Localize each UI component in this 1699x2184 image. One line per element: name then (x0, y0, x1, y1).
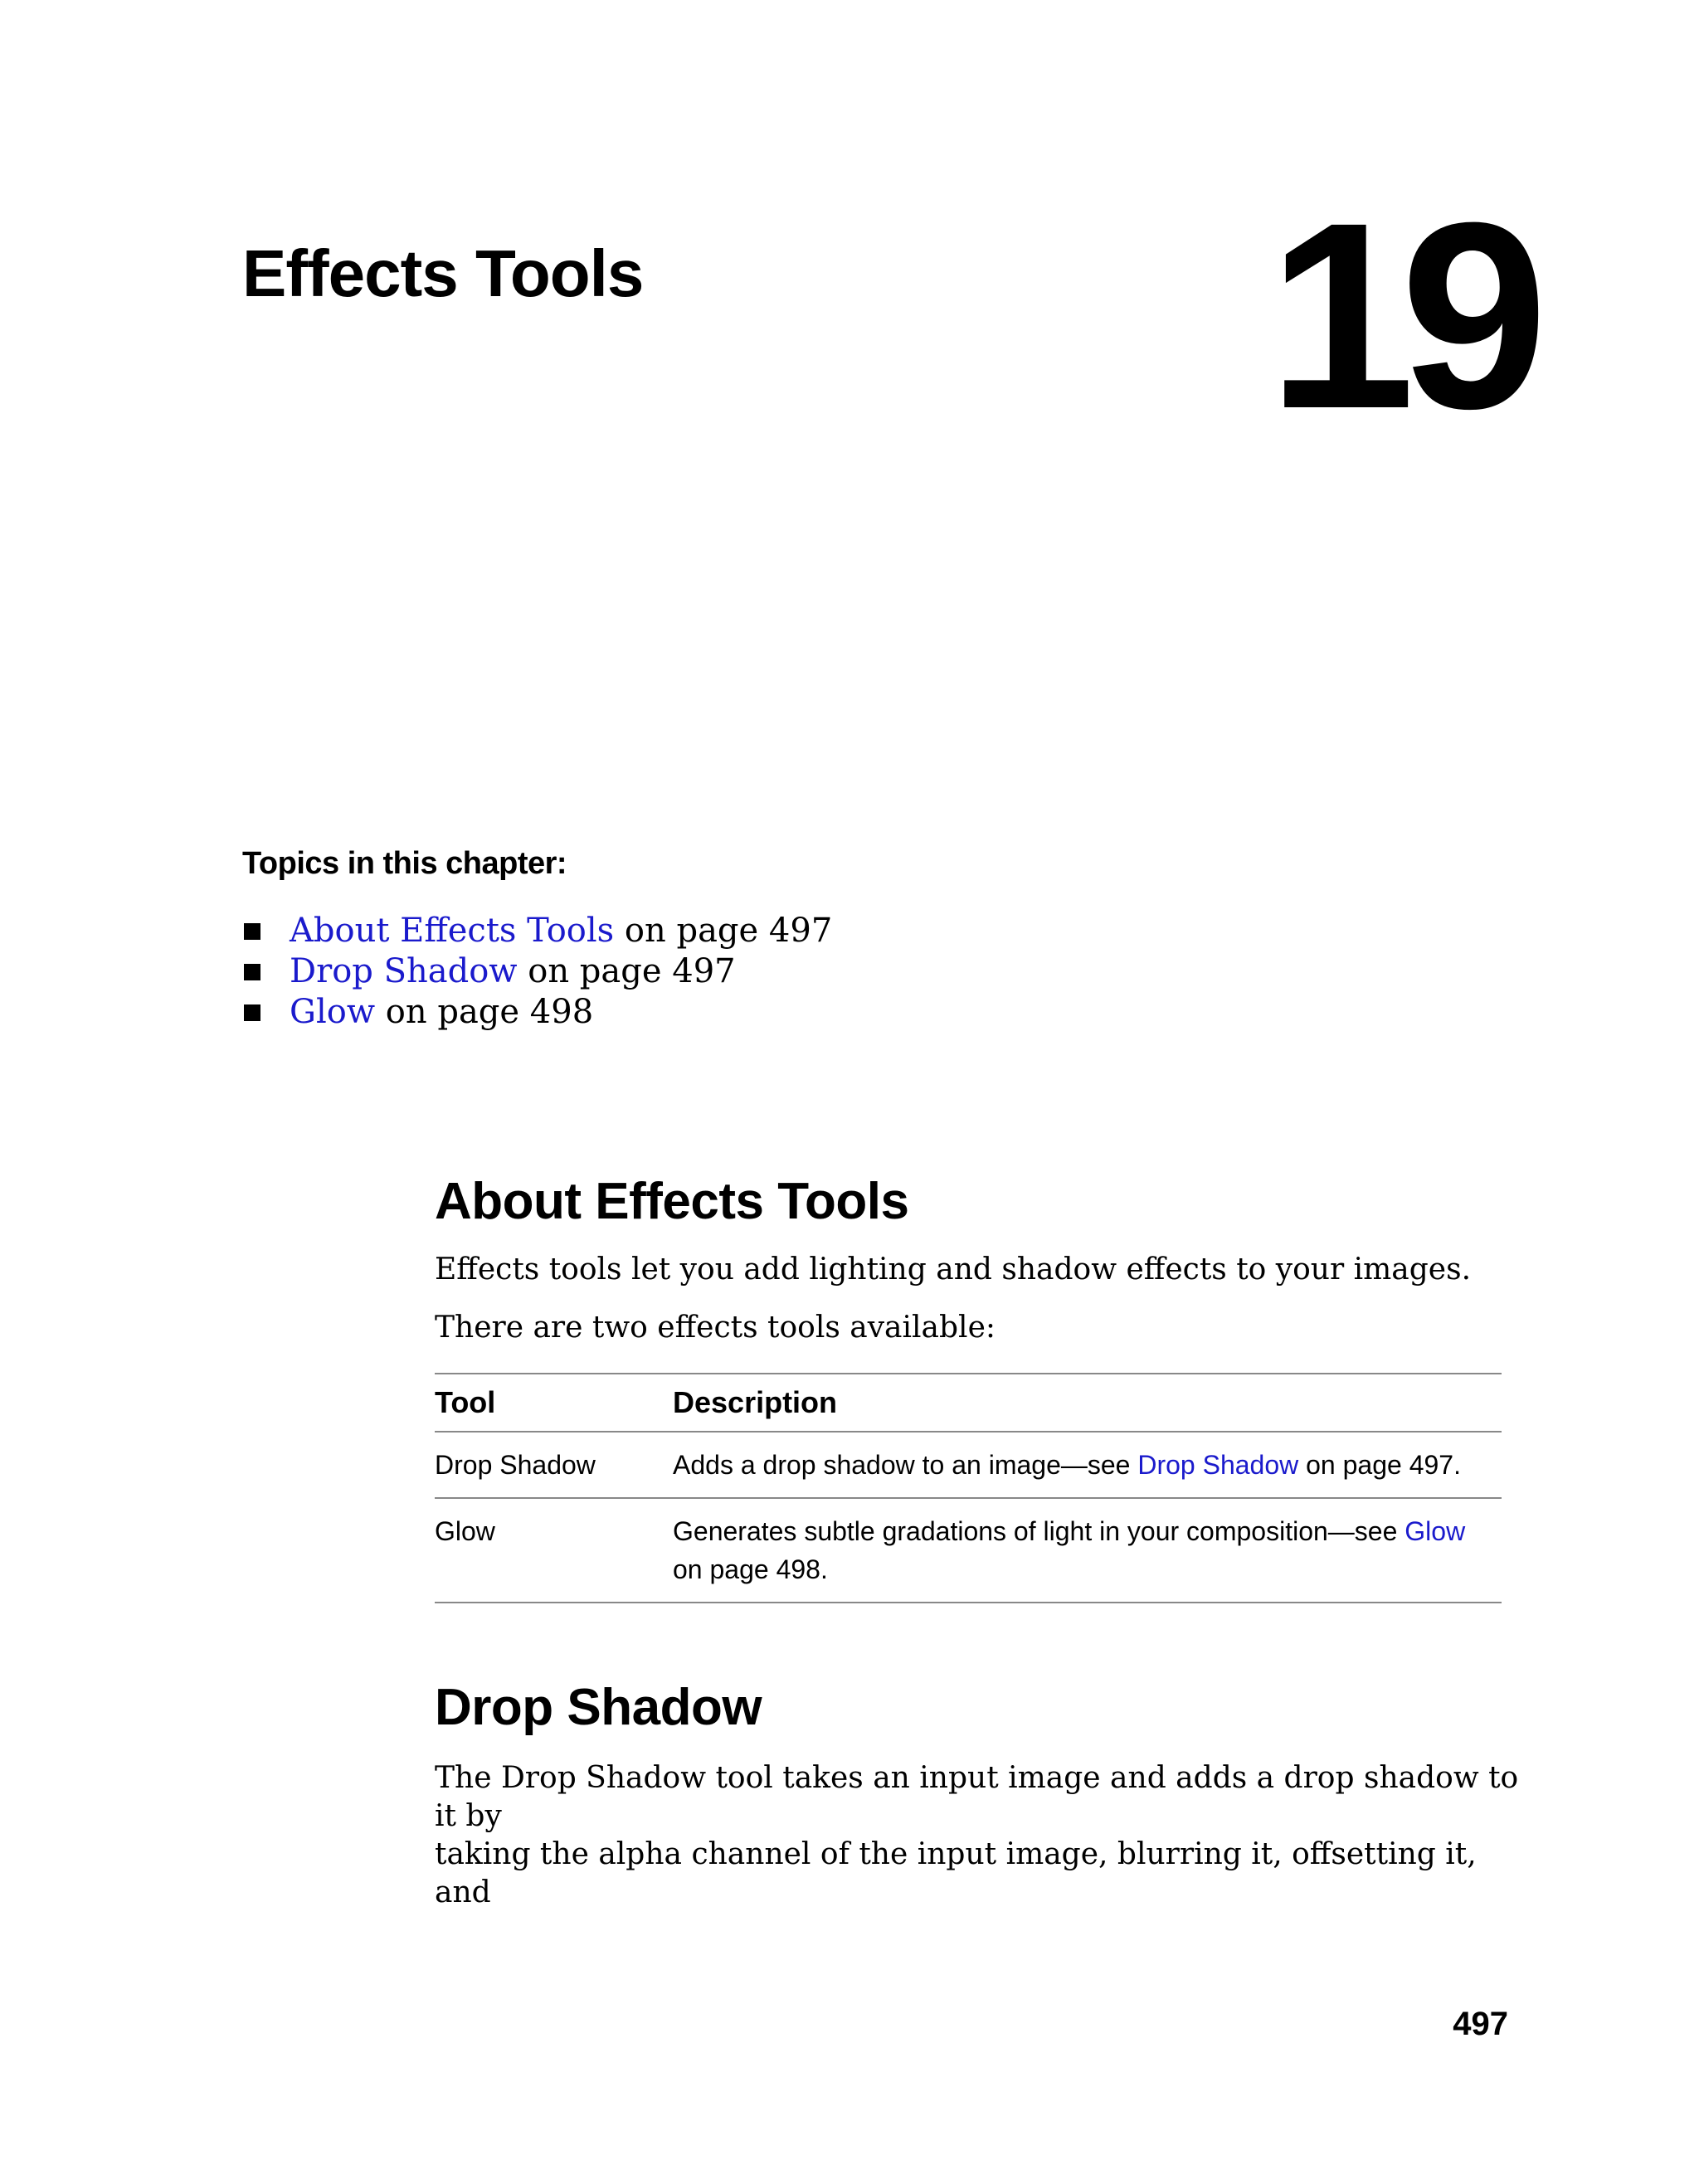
topic-link-about-effects-tools[interactable]: About Effects Tools (290, 912, 615, 950)
about-section (435, 1173, 1502, 1230)
square-bullet-icon (244, 1004, 260, 1021)
drop-shadow-paragraph (435, 1759, 1530, 1912)
topic-link-drop-shadow[interactable]: Drop Shadow (290, 952, 518, 990)
page-number: 497 (1453, 2006, 1508, 2042)
table-row (435, 1432, 1502, 1498)
effects-tools-table (435, 1373, 1502, 1603)
table-cell-description (673, 1432, 1502, 1498)
table-cell-tool: Glow (435, 1516, 495, 1546)
drop-shadow-heading: Drop Shadow (435, 1679, 762, 1736)
table-row (435, 1498, 1502, 1603)
description-text: Generates subtle gradations of light in your composition—see (673, 1516, 1405, 1546)
table-cell-tool: Drop Shadow (435, 1450, 596, 1480)
about-body (435, 1251, 1502, 1289)
about-paragraph-1: Effects tools let you add lighting and shadow effects to your images. (435, 1253, 1472, 1287)
topics-list (242, 911, 832, 1033)
description-text: Adds a drop shadow to an image—see (673, 1450, 1138, 1480)
topic-item-glow (242, 992, 832, 1033)
about-heading: About Effects Tools (435, 1173, 909, 1230)
topic-item-drop-shadow (242, 951, 832, 992)
square-bullet-icon (244, 964, 260, 980)
table-header-row (435, 1374, 1502, 1432)
topics-heading: Topics in this chapter: (242, 846, 567, 881)
description-page-ref: on page 497. (1298, 1450, 1461, 1480)
drop-shadow-paragraph-line-2: taking the alpha channel of the input image, blurring it, offsetting it, and (435, 1837, 1477, 1909)
chapter-number: 19 (1268, 167, 1533, 464)
topic-page-ref: on page 498 (375, 993, 594, 1031)
table-header-tool: Tool (435, 1385, 496, 1419)
description-link-drop-shadow[interactable]: Drop Shadow (1137, 1450, 1299, 1480)
description-link-glow[interactable]: Glow (1404, 1516, 1466, 1546)
square-bullet-icon (244, 923, 260, 940)
topic-page-ref: on page 497 (614, 912, 833, 950)
table-header-description: Description (673, 1385, 838, 1419)
topic-link-glow[interactable]: Glow (290, 993, 376, 1031)
description-page-ref: on page 498. (673, 1554, 828, 1584)
topic-page-ref: on page 497 (517, 952, 736, 990)
topic-item-about (242, 911, 832, 951)
drop-shadow-body (435, 1759, 1530, 1912)
table-cell-description (673, 1498, 1502, 1603)
chapter-title: Effects Tools (242, 236, 644, 310)
about-paragraph-2: There are two effects tools available: (435, 1311, 996, 1345)
about-body-2 (435, 1309, 1502, 1347)
drop-shadow-section (435, 1679, 1502, 1736)
drop-shadow-paragraph-line-1: The Drop Shadow tool takes an input image and adds a drop shadow to it by (435, 1761, 1519, 1833)
